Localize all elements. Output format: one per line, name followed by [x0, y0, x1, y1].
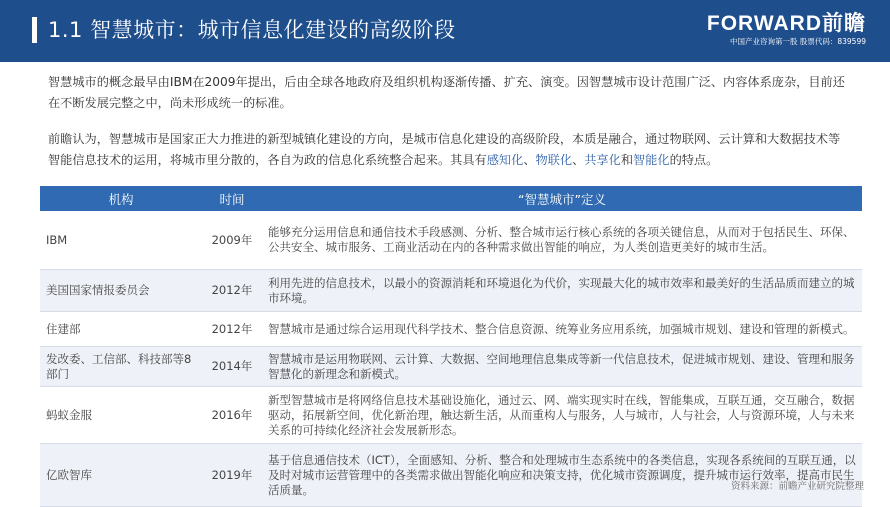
table-row — [40, 387, 862, 444]
header-definition: “智慧城市”定义 — [262, 186, 862, 211]
header-org: 机构 — [40, 186, 202, 211]
cell-org: 住建部 — [40, 312, 202, 347]
intro-paragraph-2 — [48, 129, 848, 171]
paragraph-2-tail: 的特点。 — [669, 153, 719, 167]
highlight-sharing: 共享化 — [584, 153, 621, 167]
separator: 、 — [523, 153, 536, 167]
cell-org: 美国国家情报委员会 — [40, 270, 202, 312]
cell-year: 2014年 — [202, 347, 262, 387]
cell-org: 蚂蚁金服 — [40, 387, 202, 444]
paragraph-2-lead: 前瞻认为，智慧城市是国家正大力推进的新型城镇化建设的方向，是城市信息化建设的高级阶段，本质是融合，通过物联网、云计算和大数据技术等智能信息技术的运用，将城市里分散的，各自为政的信息化系统整合起来。其具有 — [48, 132, 841, 167]
forward-logo — [706, 12, 866, 47]
separator: 、 — [572, 153, 585, 167]
table-header-row — [40, 186, 862, 211]
table-row — [40, 270, 862, 312]
cell-year: 2016年 — [202, 387, 262, 444]
cell-year: 2012年 — [202, 312, 262, 347]
logo-name: FORWARD前瞻 — [706, 12, 866, 35]
cell-year: 2012年 — [202, 270, 262, 312]
highlight-intelligence: 智能化 — [633, 153, 670, 167]
highlight-iot: 物联化 — [535, 153, 573, 167]
cell-year: 2009年 — [202, 211, 262, 270]
cell-definition: 智慧城市是运用物联网、云计算、大数据、空间地理信息集成等新一代信息技术，促进城市规划、建设、管理和服务智慧化的新理念和新模式。 — [262, 347, 862, 387]
page-title: 1.1 智慧城市：城市信息化建设的高级阶段 — [48, 18, 456, 42]
header-banner — [0, 0, 890, 62]
table-row — [40, 312, 862, 347]
table-row — [40, 444, 862, 507]
intro-paragraph-1: 智慧城市的概念最早由IBM在2009年提出，后由全球各地政府及组织机构逐渐传播、扩充、演变。因智慧城市设计范围广泛、内容体系庞杂，目前还在不断发展完整之中，尚未形成统一的标准。 — [48, 75, 845, 110]
definition-table — [40, 186, 862, 507]
cell-definition: 基于信息通信技术（ICT），全面感知、分析、整合和处理城市生态系统中的各类信息，实现各系统间的互联互通，以及时对城市运营管理中的各类需求做出智能化响应和决策支持，优化城市资源调度，提升城市运行效率，提高市民生活质量。 — [262, 444, 862, 507]
cell-definition: 利用先进的信息技术，以最小的资源消耗和环境退化为代价，实现最大化的城市效率和最美好的生活品质而建立的城市环境。 — [262, 270, 862, 312]
table-row — [40, 347, 862, 387]
cell-org: 亿欧智库 — [40, 444, 202, 507]
source-note: 资料来源：前瞻产业研究院整理 — [730, 481, 864, 492]
cell-definition: 能够充分运用信息和通信技术手段感测、分析、整合城市运行核心系统的各项关键信息，从而对于包括民生、环保、公共安全、城市服务、工商业活动在内的各种需求做出智能的响应，为人类创造更美好的城市生活。 — [262, 211, 862, 270]
conjunction: 和 — [620, 153, 633, 167]
logo-tagline: 中国产业咨询第一股 股票代码：839599 — [729, 37, 866, 46]
header-year: 时间 — [202, 186, 262, 211]
table-row — [40, 211, 862, 270]
highlight-perception: 感知化 — [486, 153, 524, 167]
cell-definition: 智慧城市是通过综合运用现代科学技术、整合信息资源、统筹业务应用系统，加强城市规划、建设和管理的新模式。 — [262, 312, 862, 347]
cell-org: IBM — [40, 211, 202, 270]
cell-org: 发改委、工信部、科技部等8部门 — [40, 347, 202, 387]
cell-definition: 新型智慧城市是将网络信息技术基础设施化，通过云、网、端实现实时在线，智能集成，互联互通，交互融合，数据驱动，拓展新空间，优化新治理，触达新生活，从而重构人与服务，人与城市，人与社会，人与资源环境，人与未来关系的可持续化经济社会发展新形态。 — [262, 387, 862, 444]
title-accent-bar — [32, 17, 37, 43]
cell-year: 2019年 — [202, 444, 262, 507]
